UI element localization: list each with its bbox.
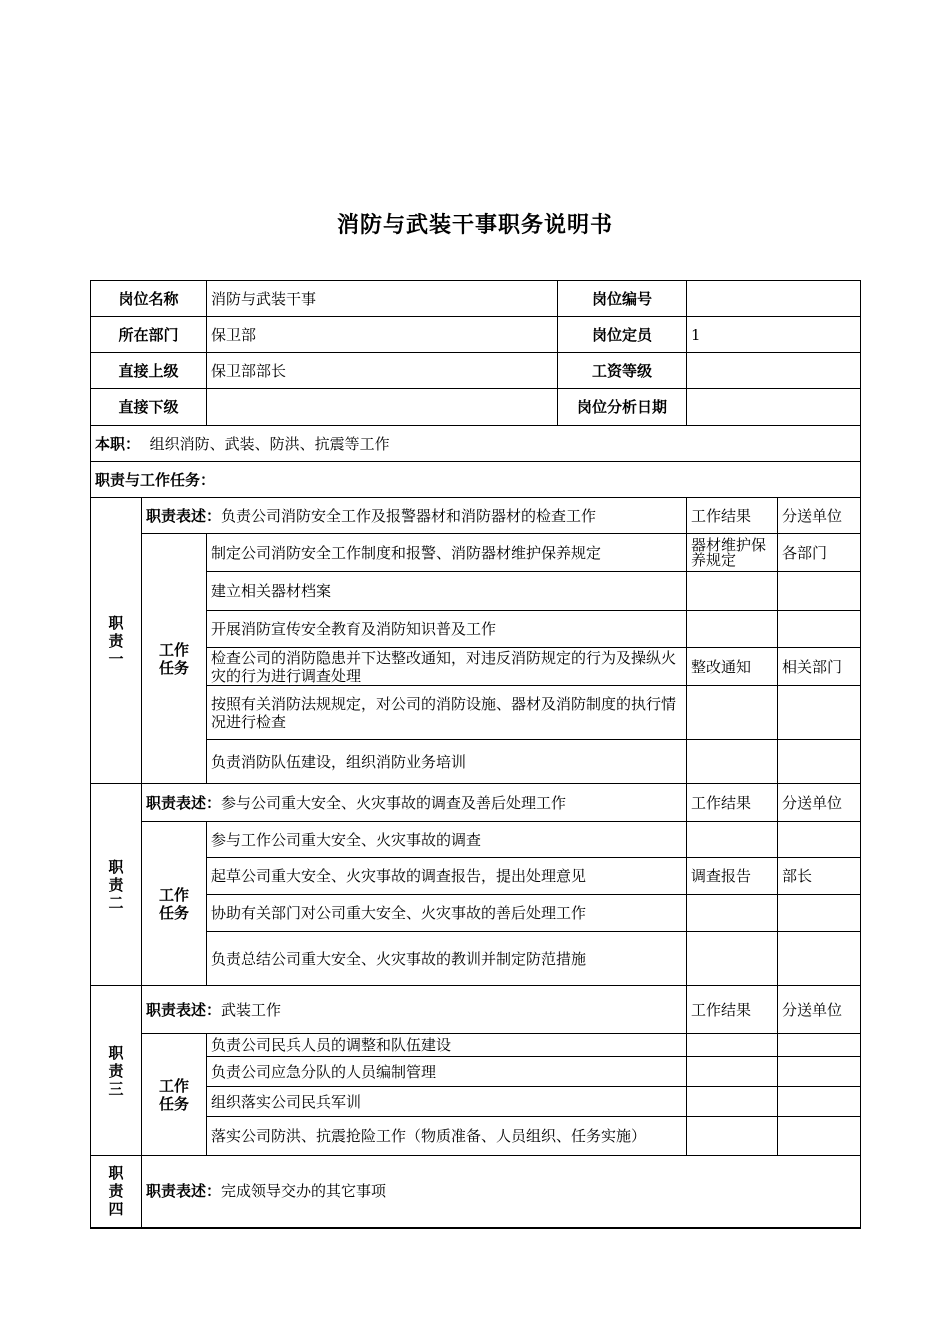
position-name-label: 岗位名称 (91, 281, 207, 317)
task-text: 按照有关消防法规规定，对公司的消防设施、器材及消防制度的执行情况进行检查 (207, 686, 687, 740)
salary-value (687, 353, 861, 389)
duty1-desc (142, 498, 687, 534)
table-row (91, 895, 861, 932)
task-recipient (778, 822, 861, 858)
task-text: 参与工作公司重大安全、火灾事故的调查 (207, 822, 687, 858)
table-row (91, 1034, 861, 1057)
desc-label: 职责表述： (146, 793, 222, 812)
core-text: 组织消防、武装、防洪、抗震等工作 (149, 434, 390, 453)
task-text: 负责消防队伍建设，组织消防业务培训 (207, 740, 687, 784)
duty2-desc-row (91, 784, 861, 822)
row-superior (91, 353, 861, 389)
salary-label: 工资等级 (558, 353, 687, 389)
task-text: 负责总结公司重大安全、火灾事故的教训并制定防范措施 (207, 932, 687, 986)
duty4-label: 职 责 四 (91, 1156, 142, 1228)
duty2-desc-text: 参与公司重大安全、火灾事故的调查及善后处理工作 (221, 793, 567, 812)
table-row (91, 648, 861, 686)
task-recipient (778, 1034, 861, 1057)
row-core (91, 426, 861, 462)
table-row (91, 534, 861, 572)
task-result (687, 1117, 778, 1156)
task-recipient (778, 932, 861, 986)
position-name-value: 消防与武装干事 (207, 281, 558, 317)
task-result (687, 611, 778, 648)
duty2-label: 职 责 二 (91, 784, 142, 986)
superior-value: 保卫部部长 (207, 353, 558, 389)
table-row (91, 858, 861, 895)
job-description-table (90, 280, 861, 1229)
duty4-row (91, 1156, 861, 1228)
task-text: 开展消防宣传安全教育及消防知识普及工作 (207, 611, 687, 648)
duty3-desc-row (91, 986, 861, 1034)
duty1-desc-row (91, 498, 861, 534)
task-text: 组织落实公司民兵军训 (207, 1087, 687, 1117)
row-position-name (91, 281, 861, 317)
task-label: 工作 任务 (142, 1034, 207, 1156)
duty3-desc (142, 986, 687, 1034)
duty1-desc-text: 负责公司消防安全工作及报警器材和消防器材的检查工作 (221, 506, 597, 525)
task-label: 工作 任务 (142, 822, 207, 986)
subordinate-value (207, 389, 558, 426)
core-label: 本职： (95, 434, 141, 453)
recipient-header: 分送单位 (778, 498, 861, 534)
task-result (687, 822, 778, 858)
core-duty (91, 426, 861, 462)
duty4-desc (142, 1156, 861, 1228)
task-result: 整改通知 (687, 648, 778, 686)
duties-heading: 职责与工作任务： (91, 462, 861, 498)
task-result (687, 1034, 778, 1057)
task-result: 器材维护保养规定 (687, 534, 778, 572)
table-row (91, 1087, 861, 1117)
task-recipient: 相关部门 (778, 648, 861, 686)
desc-label: 职责表述： (146, 506, 222, 525)
task-recipient: 各部门 (778, 534, 861, 572)
staffing-value: 1 (687, 317, 861, 353)
analysis-date-value (687, 389, 861, 426)
table-row (91, 740, 861, 784)
task-result: 调查报告 (687, 858, 778, 895)
dept-label: 所在部门 (91, 317, 207, 353)
subordinate-label: 直接下级 (91, 389, 207, 426)
task-result (687, 1057, 778, 1087)
page-title: 消防与武装干事职务说明书 (336, 213, 613, 238)
result-header: 工作结果 (687, 986, 778, 1034)
table-row (91, 572, 861, 611)
desc-label: 职责表述： (146, 1182, 222, 1201)
recipient-header: 分送单位 (778, 986, 861, 1034)
dept-value: 保卫部 (207, 317, 558, 353)
task-text: 落实公司防洪、抗震抢险工作（物质准备、人员组织、任务实施） (207, 1117, 687, 1156)
table-row (91, 1117, 861, 1156)
task-text: 建立相关器材档案 (207, 572, 687, 611)
task-text: 起草公司重大安全、火灾事故的调查报告，提出处理意见 (207, 858, 687, 895)
table-row (91, 686, 861, 740)
task-recipient (778, 895, 861, 932)
task-result (687, 895, 778, 932)
task-text: 负责公司民兵人员的调整和队伍建设 (207, 1034, 687, 1057)
task-recipient (778, 1117, 861, 1156)
duty3-desc-text: 武装工作 (221, 1000, 282, 1019)
position-no-value (687, 281, 861, 317)
task-result (687, 740, 778, 784)
row-duties-heading (91, 462, 861, 498)
duty4-desc-text: 完成领导交办的其它事项 (221, 1182, 387, 1201)
desc-label: 职责表述： (146, 1000, 222, 1019)
table-row (91, 611, 861, 648)
task-result (687, 932, 778, 986)
recipient-header: 分送单位 (778, 784, 861, 822)
table-row (91, 822, 861, 858)
analysis-date-label: 岗位分析日期 (558, 389, 687, 426)
task-recipient: 部长 (778, 858, 861, 895)
row-dept (91, 317, 861, 353)
task-recipient (778, 1057, 861, 1087)
duty3-label: 职 责 三 (91, 986, 142, 1156)
table-row (91, 1057, 861, 1087)
task-result (687, 572, 778, 611)
duty1-label: 职 责 一 (91, 498, 142, 784)
task-text: 负责公司应急分队的人员编制管理 (207, 1057, 687, 1087)
row-subordinate (91, 389, 861, 426)
task-recipient (778, 686, 861, 740)
task-result (687, 1087, 778, 1117)
result-header: 工作结果 (687, 784, 778, 822)
task-text: 协助有关部门对公司重大安全、火灾事故的善后处理工作 (207, 895, 687, 932)
task-recipient (778, 572, 861, 611)
result-header: 工作结果 (687, 498, 778, 534)
task-recipient (778, 740, 861, 784)
task-text: 制定公司消防安全工作制度和报警、消防器材维护保养规定 (207, 534, 687, 572)
superior-label: 直接上级 (91, 353, 207, 389)
task-recipient (778, 1087, 861, 1117)
task-label: 工作 任务 (142, 534, 207, 784)
task-text: 检查公司的消防隐患并下达整改通知，对违反消防规定的行为及操纵火灾的行为进行调查处理 (207, 648, 687, 686)
table-row (91, 932, 861, 986)
staffing-label: 岗位定员 (558, 317, 687, 353)
task-recipient (778, 611, 861, 648)
task-result (687, 686, 778, 740)
position-no-label: 岗位编号 (558, 281, 687, 317)
duty2-desc (142, 784, 687, 822)
